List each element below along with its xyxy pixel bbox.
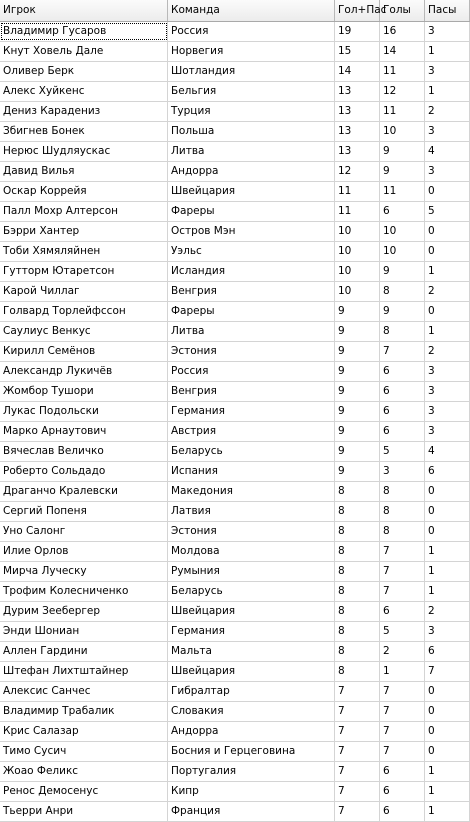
cell-assists[interactable]: 4 (425, 442, 470, 461)
cell-goals[interactable]: 7 (380, 562, 425, 581)
cell-goals-plus-assists[interactable]: 11 (335, 202, 380, 221)
cell-team[interactable]: Швейцария (168, 602, 335, 621)
cell-player[interactable]: Кнут Ховель Дале (0, 42, 168, 61)
cell-goals[interactable]: 7 (380, 682, 425, 701)
cell-goals[interactable]: 9 (380, 162, 425, 181)
cell-assists[interactable]: 3 (425, 22, 470, 41)
cell-team[interactable]: Россия (168, 362, 335, 381)
cell-team[interactable]: Словакия (168, 702, 335, 721)
cell-goals[interactable]: 7 (380, 702, 425, 721)
cell-team[interactable]: Молдова (168, 542, 335, 561)
cell-team[interactable]: Литва (168, 322, 335, 341)
cell-goals-plus-assists[interactable]: 7 (335, 702, 380, 721)
cell-player[interactable]: Карой Чиллаг (0, 282, 168, 301)
cell-player[interactable]: Нерюс Шудляускас (0, 142, 168, 161)
cell-goals-plus-assists[interactable]: 8 (335, 622, 380, 641)
cell-goals[interactable]: 10 (380, 122, 425, 141)
cell-team[interactable]: Латвия (168, 502, 335, 521)
cell-team[interactable]: Шотландия (168, 62, 335, 81)
cell-goals[interactable]: 10 (380, 242, 425, 261)
cell-team[interactable]: Гибралтар (168, 682, 335, 701)
table-row[interactable] (0, 782, 470, 802)
cell-assists[interactable]: 1 (425, 262, 470, 281)
cell-goals[interactable]: 5 (380, 622, 425, 641)
cell-team[interactable]: Германия (168, 402, 335, 421)
cell-assists[interactable]: 0 (425, 702, 470, 721)
table-row[interactable] (0, 302, 470, 322)
table-row[interactable] (0, 742, 470, 762)
cell-goals-plus-assists[interactable]: 8 (335, 482, 380, 501)
cell-team[interactable]: Эстония (168, 342, 335, 361)
cell-player[interactable]: Кирилл Семёнов (0, 342, 168, 361)
cell-goals[interactable]: 7 (380, 722, 425, 741)
table-row[interactable] (0, 482, 470, 502)
cell-team[interactable]: Беларусь (168, 582, 335, 601)
cell-assists[interactable]: 0 (425, 722, 470, 741)
cell-goals-plus-assists[interactable]: 10 (335, 282, 380, 301)
cell-player[interactable]: Лукас Подольски (0, 402, 168, 421)
table-row[interactable] (0, 562, 470, 582)
cell-player[interactable]: Голвард Торлейфссон (0, 302, 168, 321)
table-row[interactable] (0, 62, 470, 82)
column-header-assists[interactable]: Пасы (425, 0, 470, 21)
cell-team[interactable]: Эстония (168, 522, 335, 541)
table-row[interactable] (0, 402, 470, 422)
table-row[interactable] (0, 202, 470, 222)
cell-team[interactable]: Фареры (168, 302, 335, 321)
cell-player[interactable]: Тьерри Анри (0, 802, 168, 821)
cell-assists[interactable]: 0 (425, 302, 470, 321)
table-row[interactable] (0, 582, 470, 602)
cell-goals[interactable]: 6 (380, 382, 425, 401)
cell-goals-plus-assists[interactable]: 7 (335, 742, 380, 761)
cell-goals-plus-assists[interactable]: 9 (335, 422, 380, 441)
cell-goals-plus-assists[interactable]: 19 (335, 22, 380, 41)
cell-goals-plus-assists[interactable]: 9 (335, 382, 380, 401)
cell-assists[interactable]: 1 (425, 762, 470, 781)
cell-player[interactable]: Энди Шониан (0, 622, 168, 641)
cell-team[interactable]: Польша (168, 122, 335, 141)
cell-goals-plus-assists[interactable]: 8 (335, 662, 380, 681)
table-row[interactable] (0, 262, 470, 282)
cell-goals[interactable]: 9 (380, 302, 425, 321)
cell-assists[interactable]: 1 (425, 542, 470, 561)
cell-team[interactable]: Турция (168, 102, 335, 121)
cell-goals[interactable]: 6 (380, 402, 425, 421)
cell-team[interactable]: Швейцария (168, 662, 335, 681)
cell-player[interactable]: Дурим Зеебергер (0, 602, 168, 621)
cell-team[interactable]: Босния и Герцеговина (168, 742, 335, 761)
cell-goals-plus-assists[interactable]: 14 (335, 62, 380, 81)
cell-player[interactable]: Тоби Хямяляйнен (0, 242, 168, 261)
cell-player[interactable]: Дениз Карадениз (0, 102, 168, 121)
cell-team[interactable]: Исландия (168, 262, 335, 281)
cell-player[interactable]: Жомбор Тушори (0, 382, 168, 401)
cell-goals-plus-assists[interactable]: 11 (335, 182, 380, 201)
table-row[interactable] (0, 42, 470, 62)
cell-player[interactable]: Штефан Лихтштайнер (0, 662, 168, 681)
cell-team[interactable]: Кипр (168, 782, 335, 801)
cell-assists[interactable]: 1 (425, 82, 470, 101)
cell-assists[interactable]: 3 (425, 622, 470, 641)
cell-goals[interactable]: 8 (380, 482, 425, 501)
cell-assists[interactable]: 0 (425, 222, 470, 241)
cell-player[interactable]: Алексис Санчес (0, 682, 168, 701)
cell-goals[interactable]: 16 (380, 22, 425, 41)
cell-goals[interactable]: 3 (380, 462, 425, 481)
cell-goals[interactable]: 6 (380, 362, 425, 381)
cell-team[interactable]: Бельгия (168, 82, 335, 101)
table-row[interactable] (0, 662, 470, 682)
table-row[interactable] (0, 362, 470, 382)
cell-goals-plus-assists[interactable]: 12 (335, 162, 380, 181)
cell-team[interactable]: Норвегия (168, 42, 335, 61)
cell-goals[interactable]: 7 (380, 582, 425, 601)
cell-goals-plus-assists[interactable]: 9 (335, 462, 380, 481)
cell-assists[interactable]: 1 (425, 582, 470, 601)
cell-assists[interactable]: 4 (425, 142, 470, 161)
cell-assists[interactable]: 0 (425, 522, 470, 541)
cell-player[interactable]: Мирча Луческу (0, 562, 168, 581)
column-header-team[interactable]: Команда (168, 0, 335, 21)
cell-goals[interactable]: 11 (380, 62, 425, 81)
cell-player[interactable]: Оскар Коррейя (0, 182, 168, 201)
cell-goals[interactable]: 8 (380, 502, 425, 521)
column-header-goals[interactable]: Голы (380, 0, 425, 21)
table-row[interactable] (0, 22, 470, 42)
cell-assists[interactable]: 0 (425, 242, 470, 261)
cell-assists[interactable]: 2 (425, 342, 470, 361)
table-row[interactable] (0, 382, 470, 402)
cell-team[interactable]: Андорра (168, 722, 335, 741)
column-header-player[interactable]: Игрок (0, 0, 168, 21)
cell-goals[interactable]: 5 (380, 442, 425, 461)
cell-goals-plus-assists[interactable]: 8 (335, 582, 380, 601)
cell-goals-plus-assists[interactable]: 7 (335, 762, 380, 781)
cell-player[interactable]: Гутторм Ютаретсон (0, 262, 168, 281)
cell-assists[interactable]: 3 (425, 422, 470, 441)
cell-team[interactable]: Мальта (168, 642, 335, 661)
cell-player[interactable]: Драганчо Кралевски (0, 482, 168, 501)
cell-goals-plus-assists[interactable]: 10 (335, 222, 380, 241)
cell-team[interactable]: Австрия (168, 422, 335, 441)
cell-team[interactable]: Уэльс (168, 242, 335, 261)
table-body (0, 22, 470, 822)
cell-player[interactable]: Марко Арнаутович (0, 422, 168, 441)
cell-team[interactable]: Португалия (168, 762, 335, 781)
cell-team[interactable]: Швейцария (168, 182, 335, 201)
cell-player[interactable]: Бэрри Хантер (0, 222, 168, 241)
table-row[interactable] (0, 522, 470, 542)
cell-assists[interactable]: 0 (425, 742, 470, 761)
cell-assists[interactable]: 1 (425, 782, 470, 801)
cell-goals-plus-assists[interactable]: 8 (335, 502, 380, 521)
cell-player[interactable]: Саулиус Венкус (0, 322, 168, 341)
cell-team[interactable]: Венгрия (168, 282, 335, 301)
cell-player[interactable]: Александр Лукичёв (0, 362, 168, 381)
cell-goals[interactable]: 8 (380, 522, 425, 541)
cell-player[interactable]: Владимир Трабалик (0, 702, 168, 721)
cell-assists[interactable]: 1 (425, 322, 470, 341)
cell-goals[interactable]: 6 (380, 602, 425, 621)
table-header (0, 0, 470, 22)
cell-goals-plus-assists[interactable]: 8 (335, 542, 380, 561)
table-row[interactable] (0, 222, 470, 242)
table-row[interactable] (0, 242, 470, 262)
table-row[interactable] (0, 122, 470, 142)
cell-team[interactable]: Беларусь (168, 442, 335, 461)
cell-player[interactable]: Крис Салазар (0, 722, 168, 741)
cell-team[interactable]: Остров Мэн (168, 222, 335, 241)
cell-team[interactable]: Андорра (168, 162, 335, 181)
cell-team[interactable]: Испания (168, 462, 335, 481)
cell-goals[interactable]: 8 (380, 282, 425, 301)
column-header-goals-plus-assists[interactable]: Гол+Пас (335, 0, 380, 21)
table-row[interactable] (0, 82, 470, 102)
table-row[interactable] (0, 462, 470, 482)
cell-goals[interactable]: 10 (380, 222, 425, 241)
table-row[interactable] (0, 682, 470, 702)
cell-player[interactable]: Тимо Сусич (0, 742, 168, 761)
cell-goals-plus-assists[interactable]: 9 (335, 442, 380, 461)
cell-goals-plus-assists[interactable]: 13 (335, 122, 380, 141)
cell-goals-plus-assists[interactable]: 7 (335, 802, 380, 821)
cell-goals[interactable]: 9 (380, 262, 425, 281)
cell-player[interactable]: Роберто Сольдадо (0, 462, 168, 481)
cell-assists[interactable]: 1 (425, 42, 470, 61)
cell-goals-plus-assists[interactable]: 8 (335, 562, 380, 581)
cell-goals-plus-assists[interactable]: 7 (335, 782, 380, 801)
cell-goals-plus-assists[interactable]: 13 (335, 82, 380, 101)
cell-team[interactable]: Франция (168, 802, 335, 821)
cell-assists[interactable]: 7 (425, 662, 470, 681)
cell-goals[interactable]: 11 (380, 102, 425, 121)
cell-goals[interactable]: 6 (380, 202, 425, 221)
cell-goals-plus-assists[interactable]: 10 (335, 262, 380, 281)
cell-goals[interactable]: 11 (380, 182, 425, 201)
cell-goals-plus-assists[interactable]: 9 (335, 362, 380, 381)
cell-assists[interactable]: 3 (425, 362, 470, 381)
cell-player[interactable]: Уно Салонг (0, 522, 168, 541)
cell-assists[interactable]: 6 (425, 642, 470, 661)
cell-goals-plus-assists[interactable]: 9 (335, 402, 380, 421)
table-row[interactable] (0, 102, 470, 122)
cell-goals[interactable]: 6 (380, 802, 425, 821)
cell-assists[interactable]: 3 (425, 162, 470, 181)
cell-assists[interactable]: 0 (425, 182, 470, 201)
cell-goals[interactable]: 1 (380, 662, 425, 681)
cell-assists[interactable]: 0 (425, 502, 470, 521)
cell-goals-plus-assists[interactable]: 9 (335, 302, 380, 321)
cell-assists[interactable]: 1 (425, 562, 470, 581)
cell-goals[interactable]: 14 (380, 42, 425, 61)
cell-assists[interactable]: 2 (425, 602, 470, 621)
cell-goals-plus-assists[interactable]: 15 (335, 42, 380, 61)
cell-goals-plus-assists[interactable]: 7 (335, 722, 380, 741)
cell-player[interactable]: Илие Орлов (0, 542, 168, 561)
cell-assists[interactable]: 3 (425, 62, 470, 81)
cell-assists[interactable]: 0 (425, 482, 470, 501)
cell-team[interactable]: Россия (168, 22, 335, 41)
cell-goals[interactable]: 6 (380, 762, 425, 781)
cell-assists[interactable]: 3 (425, 382, 470, 401)
cell-assists[interactable]: 5 (425, 202, 470, 221)
table-row[interactable] (0, 502, 470, 522)
cell-goals[interactable]: 8 (380, 322, 425, 341)
cell-goals-plus-assists[interactable]: 7 (335, 682, 380, 701)
cell-player[interactable]: Збигнев Бонек (0, 122, 168, 141)
cell-assists[interactable]: 3 (425, 122, 470, 141)
cell-team[interactable]: Литва (168, 142, 335, 161)
cell-goals-plus-assists[interactable]: 9 (335, 342, 380, 361)
cell-goals[interactable]: 6 (380, 782, 425, 801)
cell-goals-plus-assists[interactable]: 13 (335, 102, 380, 121)
cell-player[interactable]: Жоао Феликс (0, 762, 168, 781)
cell-player[interactable]: Палл Мохр Алтерсон (0, 202, 168, 221)
cell-goals[interactable]: 9 (380, 142, 425, 161)
table-row[interactable] (0, 602, 470, 622)
cell-assists[interactable]: 2 (425, 102, 470, 121)
cell-assists[interactable]: 2 (425, 282, 470, 301)
cell-player[interactable]: Ренос Демосенус (0, 782, 168, 801)
cell-team[interactable]: Македония (168, 482, 335, 501)
table-row[interactable] (0, 642, 470, 662)
table-row[interactable] (0, 422, 470, 442)
table-row[interactable] (0, 182, 470, 202)
cell-player[interactable]: Давид Вилья (0, 162, 168, 181)
cell-goals-plus-assists[interactable]: 9 (335, 322, 380, 341)
cell-player[interactable]: Сергий Попеня (0, 502, 168, 521)
cell-team[interactable]: Румыния (168, 562, 335, 581)
cell-player[interactable]: Трофим Колесниченко (0, 582, 168, 601)
cell-goals[interactable]: 6 (380, 422, 425, 441)
cell-team[interactable]: Германия (168, 622, 335, 641)
cell-player[interactable]: Вячеслав Величко (0, 442, 168, 461)
cell-goals[interactable]: 7 (380, 542, 425, 561)
table-row[interactable] (0, 702, 470, 722)
table-row[interactable] (0, 162, 470, 182)
cell-goals-plus-assists[interactable]: 8 (335, 602, 380, 621)
cell-team[interactable]: Венгрия (168, 382, 335, 401)
table-row[interactable] (0, 322, 470, 342)
cell-goals[interactable]: 7 (380, 342, 425, 361)
table-row[interactable] (0, 762, 470, 782)
cell-player[interactable]: Аллен Гардини (0, 642, 168, 661)
cell-assists[interactable]: 6 (425, 462, 470, 481)
table-row[interactable] (0, 722, 470, 742)
table-row[interactable] (0, 342, 470, 362)
table-row[interactable] (0, 442, 470, 462)
table-row[interactable] (0, 622, 470, 642)
cell-player[interactable]: Оливер Берк (0, 62, 168, 81)
cell-team[interactable]: Фареры (168, 202, 335, 221)
cell-goals[interactable]: 7 (380, 742, 425, 761)
cell-goals[interactable]: 12 (380, 82, 425, 101)
cell-assists[interactable]: 3 (425, 402, 470, 421)
cell-goals-plus-assists[interactable]: 13 (335, 142, 380, 161)
cell-goals-plus-assists[interactable]: 8 (335, 642, 380, 661)
cell-goals-plus-assists[interactable]: 10 (335, 242, 380, 261)
cell-player[interactable]: Владимир Гусаров (0, 22, 168, 41)
table-row[interactable] (0, 282, 470, 302)
cell-assists[interactable]: 0 (425, 682, 470, 701)
cell-assists[interactable]: 1 (425, 802, 470, 821)
cell-player[interactable]: Алекс Хуйкенс (0, 82, 168, 101)
table-row[interactable] (0, 542, 470, 562)
table-row[interactable] (0, 142, 470, 162)
table-row[interactable] (0, 802, 470, 822)
cell-goals-plus-assists[interactable]: 8 (335, 522, 380, 541)
cell-goals[interactable]: 2 (380, 642, 425, 661)
